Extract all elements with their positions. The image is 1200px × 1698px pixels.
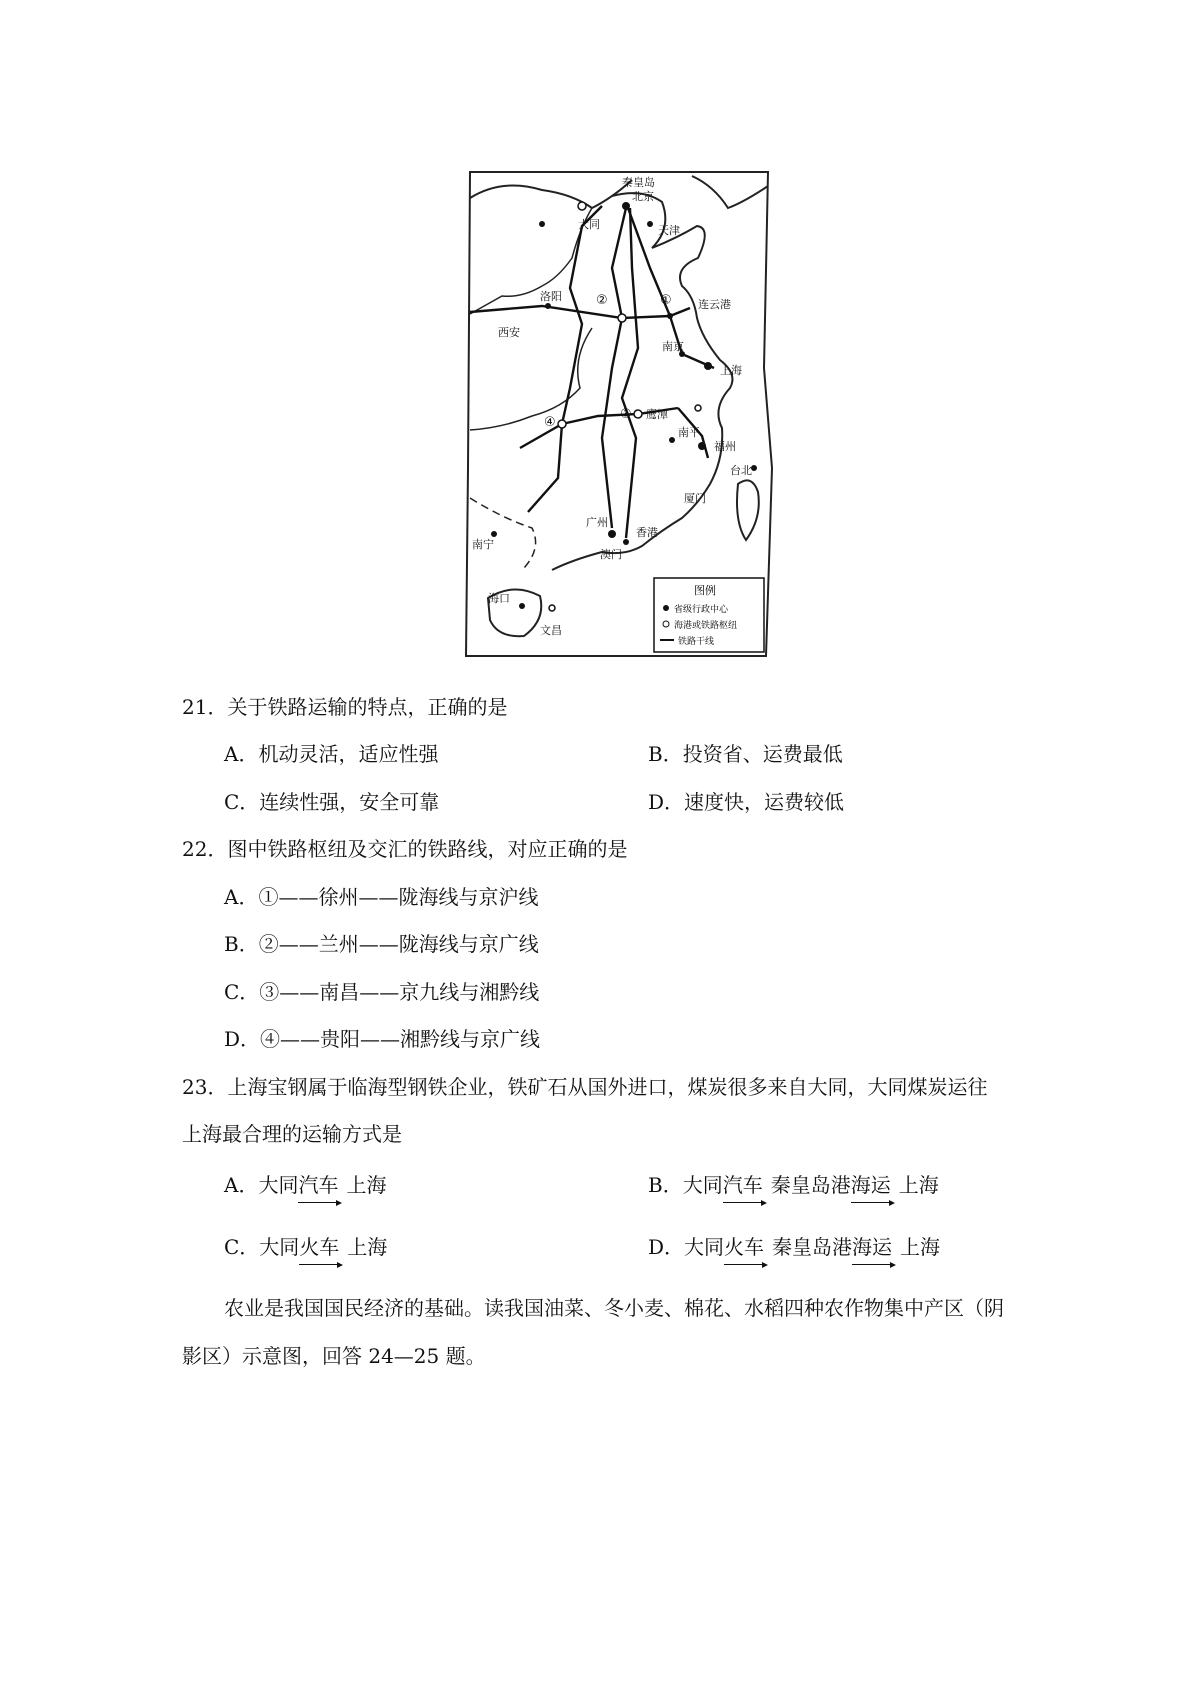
q23-option-a bbox=[224, 1172, 386, 1198]
q23-a-via: 汽车 bbox=[298, 1173, 339, 1197]
label-beijing: 北京 bbox=[632, 190, 654, 203]
q23-option-c bbox=[224, 1234, 387, 1260]
label-macau: 澳门 bbox=[600, 548, 622, 561]
taiwan-island bbox=[737, 480, 759, 540]
q23-a-prefix: A．大同 bbox=[224, 1173, 299, 1197]
label-hongkong: 香港 bbox=[636, 526, 658, 539]
q21-option-a: A．机动灵活，适应性强 bbox=[224, 742, 439, 766]
label-datong: 大同 bbox=[578, 218, 600, 231]
label-tianjin: 天津 bbox=[658, 224, 680, 237]
national-border bbox=[470, 498, 536, 568]
q23-d-end: 上海 bbox=[900, 1235, 941, 1259]
q23-c-end: 上海 bbox=[347, 1235, 388, 1259]
legend-item-capital: 省级行政中心 bbox=[674, 605, 729, 615]
label-fuzhou: 福州 bbox=[714, 440, 736, 453]
q23-option-b bbox=[648, 1172, 939, 1198]
label-haikou: 海口 bbox=[488, 592, 510, 605]
node-4: ④ bbox=[544, 415, 556, 430]
q21-option-b: B．投资省、运费最低 bbox=[648, 742, 843, 766]
q22-option-c: C．③——南昌——京九线与湘黔线 bbox=[224, 980, 540, 1004]
railway-jingguang bbox=[602, 208, 626, 528]
q23-b-prefix: B．大同 bbox=[648, 1173, 723, 1197]
label-shanghai: 上海 bbox=[720, 364, 742, 377]
q22-option-d: D．④——贵阳——湘黔线与京广线 bbox=[224, 1027, 541, 1051]
railway-southwest bbox=[528, 424, 562, 512]
label-guangzhou: 广州 bbox=[586, 516, 608, 529]
label-nanping: 南平 bbox=[678, 426, 700, 439]
node-1: ① bbox=[660, 293, 672, 308]
label-yingtan: 鹰潭 bbox=[646, 408, 668, 421]
q23-stem-line1: 23．上海宝钢属于临海型钢铁企业，铁矿石从国外进口，煤炭很多来自大同，大同煤炭运往 bbox=[182, 1075, 988, 1099]
northern-boundary bbox=[470, 180, 632, 208]
q23-d-via2: 海运 bbox=[852, 1235, 893, 1259]
label-taibei: 台北 bbox=[730, 464, 752, 477]
label-xiamen: 厦门 bbox=[684, 492, 706, 505]
legend-item-hub: 海港或铁路枢纽 bbox=[674, 621, 738, 631]
q22-option-a: A．①——徐州——陇海线与京沪线 bbox=[224, 885, 539, 909]
q23-d-mid: 秦皇岛港 bbox=[772, 1235, 853, 1259]
q22-stem: 22．图中铁路枢纽及交汇的铁路线，对应正确的是 bbox=[182, 837, 628, 861]
q23-stem-line2: 上海最合理的运输方式是 bbox=[182, 1122, 402, 1146]
northeast-boundary bbox=[692, 176, 768, 208]
q23-option-d bbox=[648, 1234, 940, 1260]
q23-c-via: 火车 bbox=[299, 1235, 340, 1259]
railway-jingjiu bbox=[622, 208, 638, 538]
label-luoyang: 洛阳 bbox=[540, 290, 562, 303]
intro-line1: 农业是我国国民经济的基础。读我国油菜、冬小麦、棉花、水稻四种农作物集中产区（阴 bbox=[224, 1296, 1004, 1320]
q23-a-end: 上海 bbox=[346, 1173, 387, 1197]
q23-b-via1: 汽车 bbox=[722, 1173, 763, 1197]
label-wenchang: 文昌 bbox=[540, 624, 562, 637]
map-legend bbox=[654, 578, 764, 652]
province-boundary bbox=[470, 328, 592, 430]
label-qinhuangdao: 秦皇岛 bbox=[622, 176, 655, 189]
q23-b-mid: 秦皇岛港 bbox=[770, 1173, 851, 1197]
q21-option-d: D．速度快，运费较低 bbox=[648, 790, 845, 814]
q23-d-prefix: D．大同 bbox=[648, 1235, 725, 1259]
q21-option-c: C．连续性强，安全可靠 bbox=[224, 790, 440, 814]
q22-option-b: B．②——兰州——陇海线与京广线 bbox=[224, 932, 539, 956]
label-xian: 西安 bbox=[498, 326, 520, 339]
q23-d-via1: 火车 bbox=[724, 1235, 765, 1259]
legend-title: 图例 bbox=[694, 584, 716, 597]
node-2: ② bbox=[596, 293, 608, 308]
label-nanning: 南宁 bbox=[472, 538, 494, 551]
q23-b-via2: 海运 bbox=[850, 1173, 891, 1197]
node-3: ③ bbox=[620, 407, 632, 422]
label-nanjing: 南京 bbox=[662, 340, 684, 353]
q23-b-end: 上海 bbox=[898, 1173, 939, 1197]
railway-map bbox=[462, 168, 774, 660]
intro-line2: 影区）示意图，回答 24—25 题。 bbox=[182, 1344, 486, 1368]
railway-lines bbox=[470, 206, 714, 538]
map-labels bbox=[472, 175, 752, 637]
legend-item-railway: 铁路干线 bbox=[678, 637, 715, 647]
label-lianyungang: 连云港 bbox=[698, 298, 731, 311]
q21-stem: 21．关于铁路运输的特点，正确的是 bbox=[182, 695, 508, 719]
q23-c-prefix: C．大同 bbox=[224, 1235, 300, 1259]
